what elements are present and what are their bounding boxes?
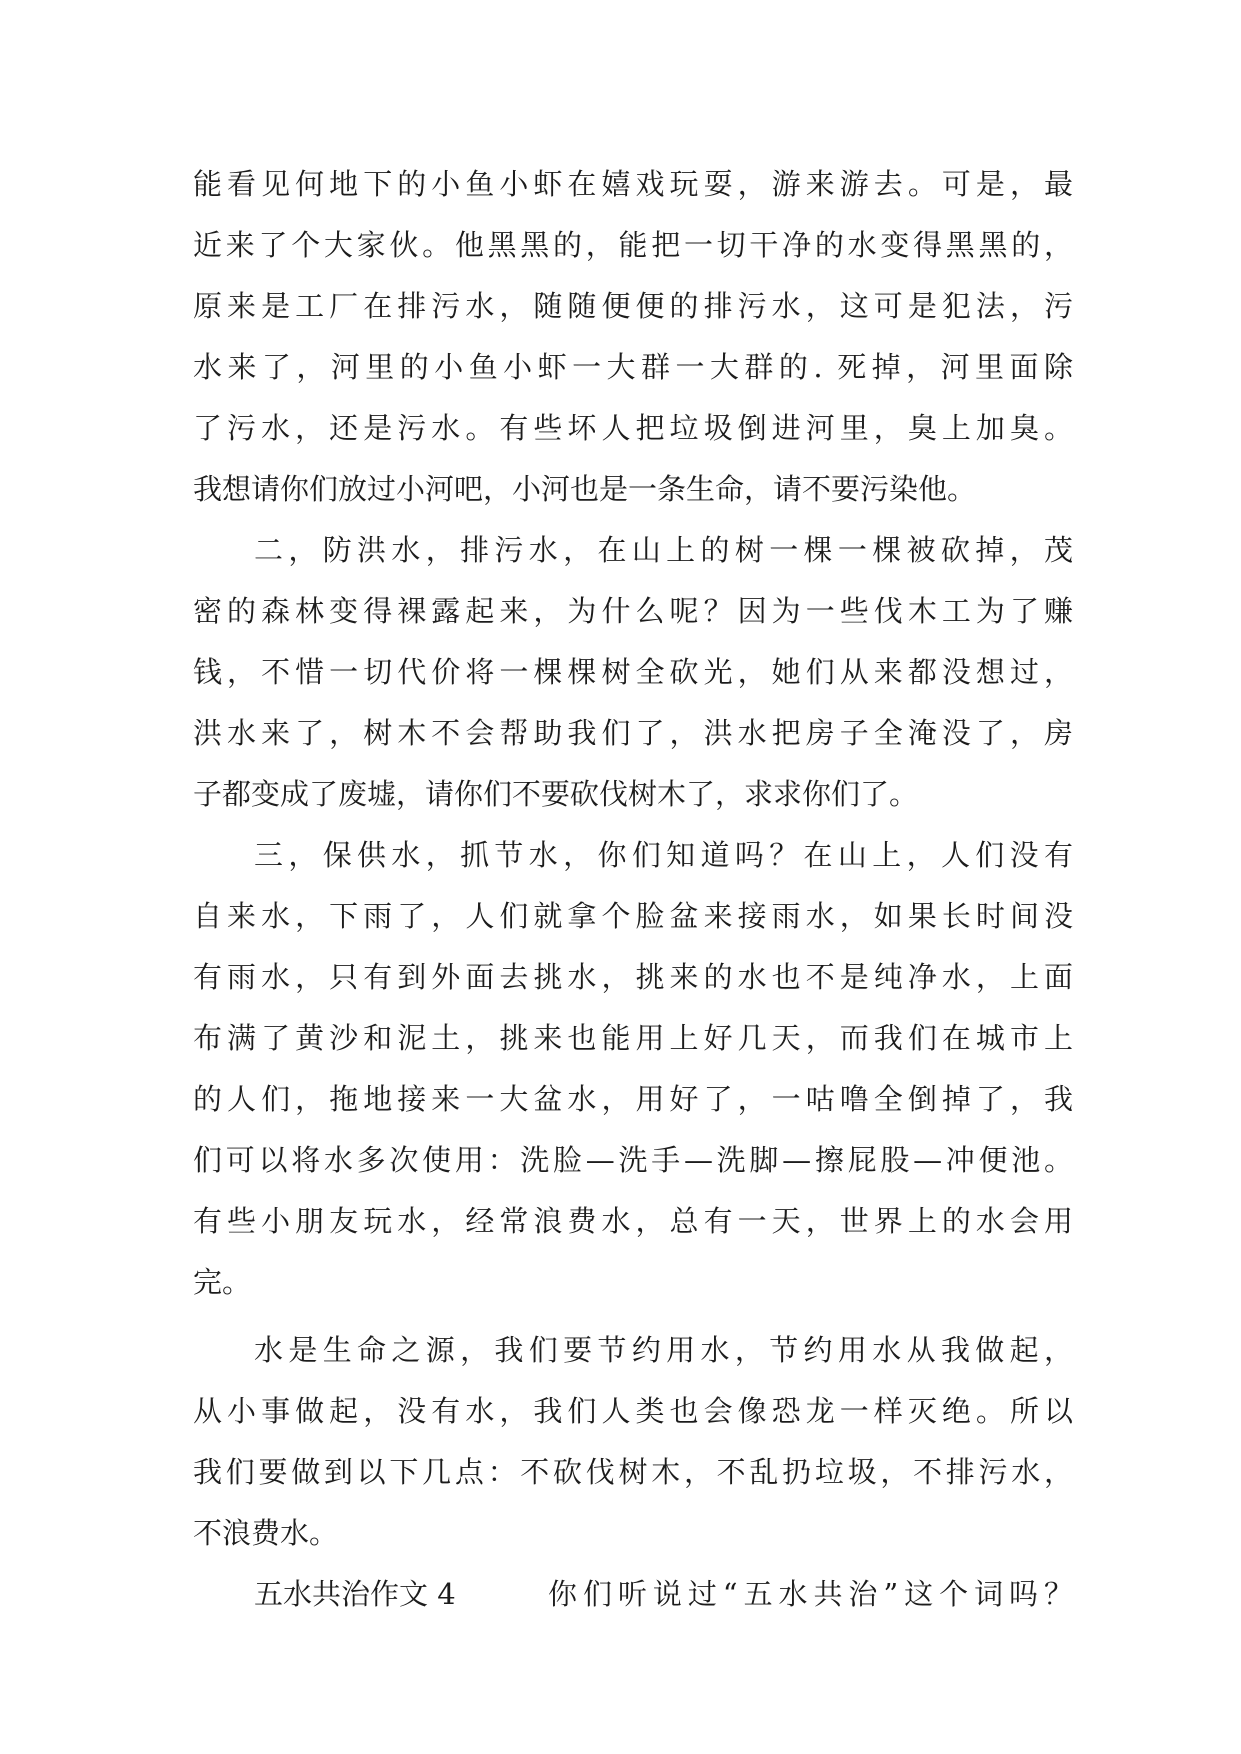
text-line: 子都变成了废墟，请你们不要砍伐树木了，求求你们了。: [193, 777, 919, 811]
text-line: 密的森林变得裸露起来，为什么呢？因为一些伐木工为了赚: [193, 594, 1073, 628]
text-line: 自来水，下雨了，人们就拿个脸盆来接雨水，如果长时间没: [193, 899, 1073, 933]
text-line: 们可以将水多次使用：洗脸—洗手—洗脚—擦屁股—冲便池。: [193, 1143, 1073, 1177]
text-line: 近来了个大家伙。他黑黑的，能把一切干净的水变得黑黑的，: [193, 228, 1073, 262]
text-line: 有雨水，只有到外面去挑水，挑来的水也不是纯净水，上面: [193, 960, 1073, 994]
text-line: 我想请你们放过小河吧，小河也是一条生命，请不要污染他。: [193, 472, 977, 506]
text-line: 有些小朋友玩水，经常浪费水，总有一天，世界上的水会用: [193, 1204, 1073, 1238]
section-title: 五水共治作文 4: [254, 1577, 456, 1611]
text-line: 的人们，拖地接来一大盆水，用好了，一咕噜全倒掉了，我: [193, 1082, 1073, 1116]
text-line: 布满了黄沙和泥土，挑来也能用上好几天，而我们在城市上: [193, 1021, 1073, 1055]
text-line: 水来了，河里的小鱼小虾一大群一大群的. 死掉，河里面除: [193, 350, 1073, 384]
text-line: 三，保供水，抓节水，你们知道吗？在山上，人们没有: [254, 838, 1073, 872]
text-line: 原来是工厂在排污水，随随便便的排污水，这可是犯法，污: [193, 289, 1073, 323]
text-line: 我们要做到以下几点：不砍伐树木，不乱扔垃圾，不排污水，: [193, 1455, 1073, 1489]
text-line: 能看见何地下的小鱼小虾在嬉戏玩耍，游来游去。可是，最: [193, 167, 1073, 201]
text-line: 从小事做起，没有水，我们人类也会像恐龙一样灭绝。所以: [193, 1394, 1073, 1428]
text-line: 二，防洪水，排污水，在山上的树一棵一棵被砍掉，茂: [254, 533, 1073, 567]
section-opening-line: 你们听说过“五水共治”这个词吗？: [548, 1577, 1073, 1611]
text-line: 洪水来了，树木不会帮助我们了，洪水把房子全淹没了，房: [193, 716, 1073, 750]
text-line: 完。: [193, 1265, 252, 1299]
text-line: 不浪费水。: [193, 1516, 339, 1550]
text-line: 了污水，还是污水。有些坏人把垃圾倒进河里，臭上加臭。: [193, 411, 1073, 445]
text-line: 钱，不惜一切代价将一棵棵树全砍光，她们从来都没想过，: [193, 655, 1073, 689]
text-line: 水是生命之源，我们要节约用水，节约用水从我做起，: [254, 1333, 1073, 1367]
